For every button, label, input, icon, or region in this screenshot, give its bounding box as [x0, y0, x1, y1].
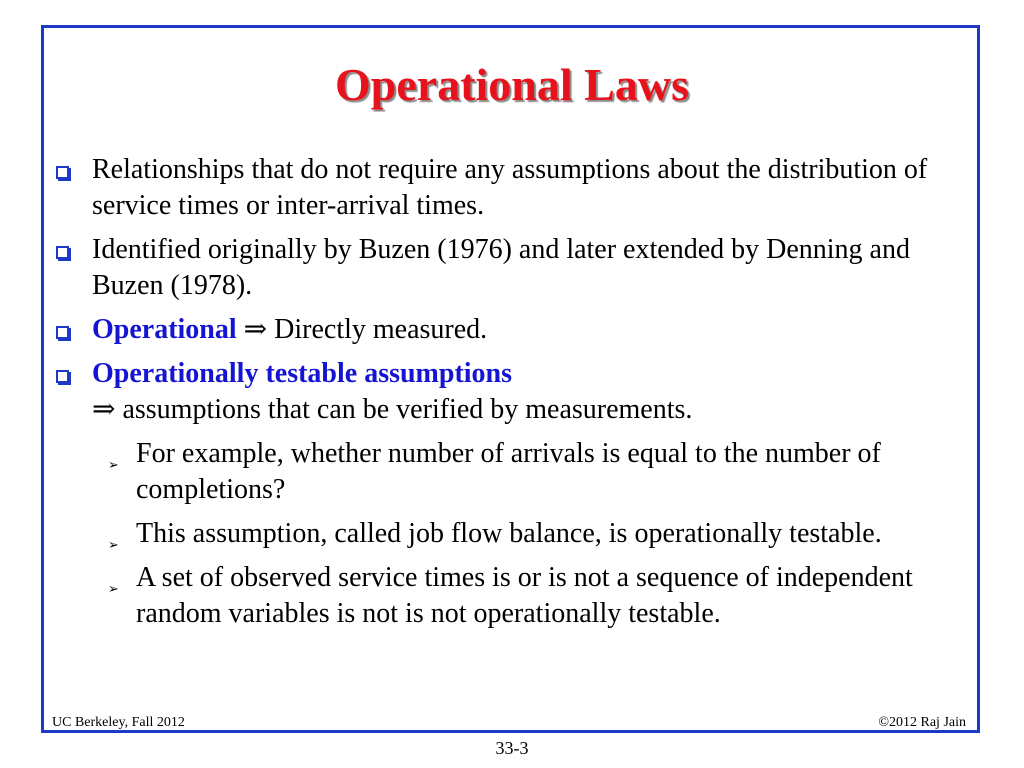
bullet-text: Identified originally by Buzen (1976) and later extended by Denning and Buzen (1978).: [92, 234, 910, 301]
bullet-item: [56, 356, 956, 428]
sub-bullet-item: [56, 516, 956, 552]
sub-bullet-item: [56, 560, 956, 632]
sub-bullet-item: [56, 436, 956, 508]
sub-bullet-text: This assumption, called job flow balance, is operationally testable.: [136, 518, 882, 549]
arrowhead-bullet-icon: ➢: [108, 538, 119, 553]
bullet-text: Relationships that do not require any assumptions about the distribution of service times or inter-arrival times.: [92, 154, 928, 221]
bullet-item: [56, 152, 956, 224]
page-number: 33-3: [495, 738, 529, 758]
bullet-term: Operationally testable assumptions: [92, 358, 513, 389]
bullet-item: [56, 232, 956, 304]
slide-title: Operational Laws: [335, 59, 689, 110]
bullet-term: Operational: [92, 314, 237, 345]
checkbox-bullet-icon: [56, 166, 69, 179]
checkbox-bullet-icon: [56, 326, 69, 339]
sub-bullet-text: For example, whether number of arrivals is equal to the number of completions?: [136, 438, 881, 505]
arrowhead-bullet-icon: ➢: [108, 458, 119, 473]
bullet-list: [56, 152, 956, 640]
bullet-item: [56, 312, 956, 348]
checkbox-bullet-icon: [56, 246, 69, 259]
footer-course: UC Berkeley, Fall 2012: [52, 715, 185, 730]
checkbox-bullet-icon: [56, 370, 69, 383]
bullet-text: ⇒ assumptions that can be verified by measurements.: [92, 394, 693, 425]
bullet-text: ⇒ Directly measured.: [243, 314, 488, 345]
arrowhead-bullet-icon: ➢: [108, 582, 119, 597]
sub-bullet-text: A set of observed service times is or is not a sequence of independent random variables is not is not operationally testable.: [136, 562, 913, 629]
footer-copyright: ©2012 Raj Jain: [878, 715, 966, 730]
